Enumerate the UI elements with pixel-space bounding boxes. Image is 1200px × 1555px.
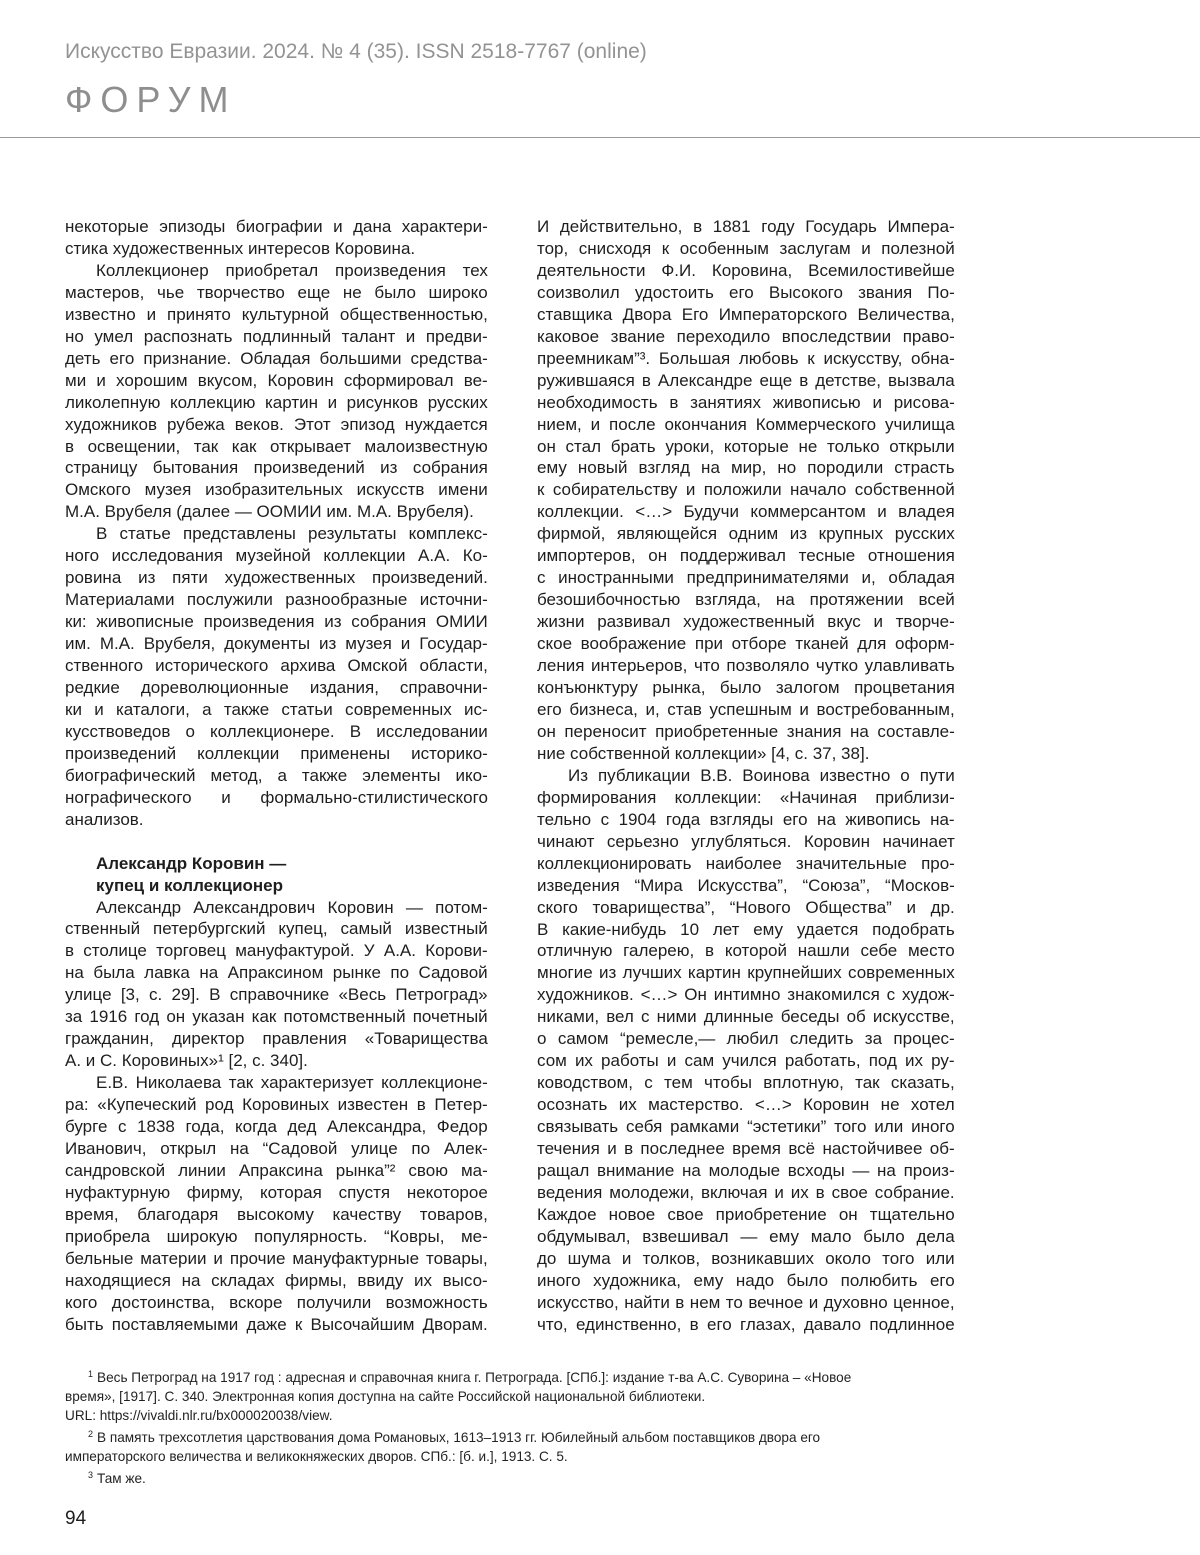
text-line: иного художника, ему надо было полюбить его — [537, 1270, 955, 1290]
paragraph — [537, 216, 955, 765]
text-line: в столице торговец мануфактурой. У А.А. Корови- — [65, 941, 488, 961]
paragraph — [65, 897, 488, 1073]
text-line: Из публикации В.В. Воинова известно о пути — [568, 765, 955, 785]
text-line: Е.В. Николаева так характеризует коллекционе- — [96, 1073, 488, 1093]
text-line: никами, вел с ними длинные беседы об искусстве, — [537, 1007, 955, 1027]
text-line: что, единственно, в его глазах, давало подлинное — [537, 1314, 955, 1334]
text-line: кого достоинства, вскоре получили возможность — [65, 1292, 488, 1312]
text-line: находящиеся на складах фирмы, ввиду их высо- — [65, 1270, 488, 1290]
text-line: но умел распознать подлинный талант и предви- — [65, 326, 488, 346]
text-line: ственный петербургский купец, самый известный — [65, 919, 488, 939]
text-line: течения и в последнее время всё настойчивее об- — [537, 1139, 955, 1159]
text-line: биографический метод, а также элементы ико- — [65, 765, 488, 785]
text-line: тор, снисходя к особенным заслугам и полезной — [537, 238, 955, 258]
text-line: анализов. — [65, 809, 144, 829]
text-line: Александр Александрович Коровин — потом- — [96, 897, 488, 917]
text-line: художников. <…> Он интимно знакомился с худож- — [537, 985, 955, 1005]
text-line: преемникам”³. Большая любовь к искусству, обна- — [537, 348, 955, 368]
text-line: чинают серьезно углубляться. Коровин начинает — [537, 831, 955, 851]
section-heading — [65, 853, 488, 897]
text-line: тельно с 1904 года взгляды его на живопись на- — [537, 809, 955, 829]
text-line: В какие-нибудь 10 лет ему удается подобрать — [537, 919, 955, 939]
paragraph — [65, 1072, 488, 1335]
paragraph — [537, 765, 955, 1336]
footnote — [65, 1365, 955, 1425]
text-line: мастеров, чье творчество еще не было широко — [65, 282, 488, 302]
text-line: нографического и формально-стилистического — [65, 787, 488, 807]
text-line: до шума и толков, возникавших около того или — [537, 1248, 955, 1268]
footnote-mark: 3 — [88, 1470, 94, 1480]
text-line: им. М.А. Врубеля, документы из музея и Государ- — [65, 634, 488, 654]
text-line: гражданин, директор правления «Товарищества — [65, 1029, 488, 1049]
text-line: фирмой, являющейся одним из крупных русских — [537, 524, 955, 544]
text-line: время, благодаря высокому качеству товаров, — [65, 1204, 488, 1224]
text-line: ра: «Купеческий род Коровиных известен в Петер- — [65, 1095, 488, 1115]
page-number: 94 — [65, 1508, 87, 1529]
text-line: обдумывал, взвешивал — ему мало было дела — [537, 1226, 955, 1246]
text-line: каковое звание переходило впоследствии право- — [537, 326, 955, 346]
text-line: за 1916 год он указан как потомственный почетный — [65, 1007, 488, 1027]
text-line: кусствоведов о коллекционере. В исследовании — [65, 721, 488, 741]
text-line: приобрела широкую популярность. “Ковры, ме- — [65, 1226, 488, 1246]
text-line: ми и хорошим вкусом, Коровин сформировал ве- — [65, 370, 488, 390]
text-line: ское воображение при отборе тканей для оформ- — [537, 634, 955, 654]
footnote-text: В память трехсотлетия царствования дома Романовых, 1613–1913 гг. Юбилейный альбом поставщиков двора его — [97, 1430, 821, 1445]
right-column — [537, 216, 955, 1336]
footnote-mark: 1 — [88, 1369, 94, 1379]
text-line: Каждое новое свое приобретение он тщательно — [537, 1204, 955, 1224]
text-line: купец и коллекционер — [96, 875, 284, 895]
text-line: художников рубежа веков. Этот эпизод нуждается — [65, 414, 488, 434]
text-line: стика художественных интересов Коровина. — [65, 238, 416, 258]
footnote — [65, 1466, 955, 1488]
footnote-line — [88, 1425, 955, 1447]
text-line: известно и принято культурной общественностью, — [65, 304, 488, 324]
footnote-text: Весь Петроград на 1917 год : адресная и справочная книга г. Петрограда. [СПб.]: издание т-ва А.С. Суворина – «Новое — [97, 1370, 852, 1385]
footnote-line — [88, 1365, 955, 1387]
text-line: безошибочностью взгляда, на протяжении всей — [537, 590, 955, 610]
text-line: его бизнеса, и, став успешным и востребованным, — [537, 699, 955, 719]
text-line: ления интерьеров, что позволяло чутко улавливать — [537, 656, 955, 676]
text-line: Коллекционер приобретал произведения тех — [96, 260, 488, 280]
text-line: связывать себя рамками “эстетики” того или иного — [537, 1117, 955, 1137]
section-title: ФОРУМ — [65, 79, 237, 120]
paragraph — [65, 260, 488, 523]
text-line: Материалами послужили разнообразные источни- — [65, 590, 488, 610]
left-column — [65, 216, 488, 1336]
footnote-text: Там же. — [97, 1471, 146, 1486]
text-line: искусство, найти в нем то вечное и духовно ценное, — [537, 1292, 955, 1312]
text-line: коллекционировать наиболее значительные про- — [537, 853, 955, 873]
footnote-line: время», [1917]. С. 340. Электронная копия доступна на сайте Российской национальной библиотеки. — [65, 1389, 706, 1404]
text-line: в освещении, так как открывает малоизвестную — [65, 436, 488, 456]
text-line: он переносит приобретенные знания на составле- — [537, 721, 955, 741]
text-line: ведения молодежи, включая и их в свое собрание. — [537, 1182, 955, 1202]
text-line: конъюнктуру рынка, было залогом процветания — [537, 678, 955, 698]
text-line: страницу бытования произведений из собрания — [65, 458, 488, 478]
text-line: сандровской линии Апраксина рынка”² свою ма- — [65, 1160, 488, 1180]
text-line: коллекции. <…> Будучи коммерсантом и владея — [537, 502, 955, 522]
text-line: ние собственной коллекции» [4, с. 37, 38]. — [537, 743, 870, 763]
footnote-line — [88, 1466, 955, 1488]
text-line: он стал брать уроки, которые не только открыли — [537, 436, 955, 456]
text-line: нуфактурную фирму, которая спустя некоторое — [65, 1182, 488, 1202]
text-line: бельные материи и прочие мануфактурные товары, — [65, 1248, 488, 1268]
text-line: ему новый взгляд на мир, но породили страсть — [537, 458, 955, 478]
text-line: изведения “Мира Искусства”, “Союза”, “Москов- — [537, 875, 955, 895]
text-line: ровина из пяти художественных произведений. — [65, 568, 488, 588]
text-line: деть его признание. Обладая большими средства- — [65, 348, 488, 368]
text-line: сом их работы и сам учился работать, под их ру- — [537, 1051, 955, 1071]
text-line: ного исследования музейной коллекции А.А. Ко- — [65, 546, 488, 566]
text-line: отличную галерею, в которой нашли себе место — [537, 941, 955, 961]
text-line: произведений коллекции применены историко- — [65, 743, 488, 763]
footnote — [65, 1425, 955, 1466]
text-line: ставщика Двора Его Императорского Величества, — [537, 304, 955, 324]
text-line: ководством, с тем чтобы вплотную, так сказать, — [537, 1073, 955, 1093]
text-line: И действительно, в 1881 году Государь Импера- — [537, 217, 955, 236]
text-line: формирования коллекции: «Начиная приблизи- — [537, 787, 955, 807]
text-line: М.А. Врубеля (далее — ООМИИ им. М.А. Врубеля). — [65, 502, 474, 522]
text-line: Александр Коровин — — [96, 853, 287, 873]
footnotes — [65, 1365, 955, 1488]
text-line: импортеров, он поддерживал тесные отношения — [537, 546, 955, 566]
text-line: необходимость в занятиях живописью и рисова- — [537, 392, 955, 412]
text-line: осознать их мастерство. <…> Коровин не хотел — [537, 1095, 955, 1115]
text-line: ского товарищества”, “Нового Общества” и др. — [537, 897, 955, 917]
text-line: ружившаяся в Александре еще в детстве, вызвала — [537, 370, 955, 390]
text-line: с иностранными предпринимателями и, обладая — [537, 568, 955, 588]
paragraph — [65, 216, 488, 260]
text-line: бурге с 1838 года, когда дед Александра, Федор — [65, 1117, 488, 1137]
text-line: улице [3, с. 29]. В справочнике «Весь Петроград» — [65, 985, 488, 1005]
header-rule — [0, 137, 1200, 138]
text-line: ки и каталоги, а также статьи современных ис- — [65, 699, 488, 719]
text-line: некоторые эпизоды биографии и дана характери- — [65, 217, 488, 236]
text-line: А. и С. Коровиных»¹ [2, с. 340]. — [65, 1051, 308, 1071]
text-line: жизни развивал художественный вкус и творче- — [537, 612, 955, 632]
text-line: нием, и после окончания Коммерческого училища — [537, 414, 955, 434]
text-line: Иванович, открыл на “Садовой улице по Алек- — [65, 1139, 488, 1159]
paragraph — [65, 523, 488, 830]
text-line: ликолепную коллекцию картин и рисунков русских — [65, 392, 488, 412]
text-line: о самом “ремесле,— любил следить за процес- — [537, 1029, 955, 1049]
journal-header: Искусство Евразии. 2024. № 4 (35). ISSN 2518-7767 (online) — [65, 40, 647, 63]
text-line: многие из лучших картин крупнейших современных — [537, 963, 955, 983]
text-line: В статье представлены результаты комплекс- — [96, 524, 488, 544]
text-line: деятельности Ф.И. Коровина, Всемилостивейше — [537, 260, 955, 280]
text-line: ственного исторического архива Омской области, — [65, 656, 488, 676]
text-line: ращал внимание на молодые всходы — на произ- — [537, 1160, 955, 1180]
text-line: быть поставляемыми даже к Высочайшим Дворам. — [65, 1314, 488, 1334]
text-line: соизволил удостоить его Высокого звания По- — [537, 282, 955, 302]
footnote-line: URL: https://vivaldi.nlr.ru/bx000020038/view. — [65, 1408, 333, 1423]
text-line: ки: живописные произведения из собрания ОМИИ — [65, 612, 488, 632]
footnote-mark: 2 — [88, 1429, 94, 1439]
text-line: редкие дореволюционные издания, справочни- — [65, 678, 488, 698]
footnote-line: императорского величества и великокняжеских дворов. СПб.: [б. и.], 1913. С. 5. — [65, 1449, 568, 1464]
text-line: к собирательству и положили начало собственной — [537, 480, 955, 500]
text-line: Омского музея изобразительных искусств имени — [65, 480, 488, 500]
text-line: на была лавка на Апраксином рынке по Садовой — [65, 963, 488, 983]
